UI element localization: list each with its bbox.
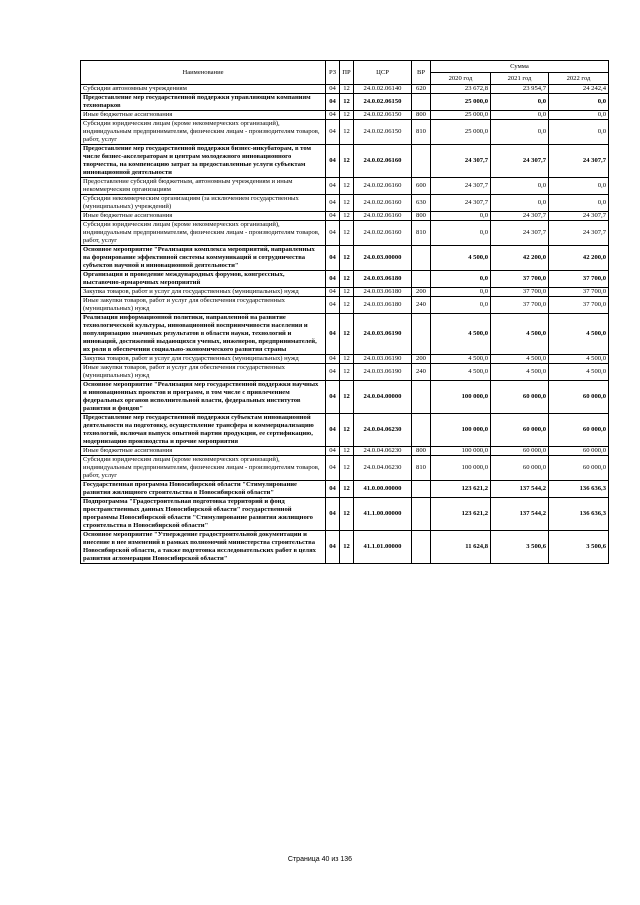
cell-2021: 0,0 <box>491 94 549 111</box>
cell-2021: 0,0 <box>491 111 549 120</box>
header-name: Наименование <box>81 61 326 85</box>
cell-rz: 04 <box>326 481 340 498</box>
cell-2020: 23 672,8 <box>431 85 491 94</box>
cell-rz: 04 <box>326 94 340 111</box>
cell-2021: 23 954,7 <box>491 85 549 94</box>
cell-name: Основное мероприятие "Реализация мер государственной поддержки научных и инновационных проектов и программ, в том числе с привлечением федеральных органов исполнительной власти, федеральных институтов развития и фондов" <box>81 381 326 414</box>
cell-rz: 04 <box>326 314 340 355</box>
cell-pr: 12 <box>340 94 354 111</box>
cell-vr <box>412 414 431 447</box>
cell-pr: 12 <box>340 355 354 364</box>
table-row <box>81 297 609 314</box>
cell-pr: 12 <box>340 221 354 246</box>
cell-2020: 0,0 <box>431 297 491 314</box>
cell-rz: 04 <box>326 120 340 145</box>
cell-csr: 41.1.00.00000 <box>354 498 412 531</box>
cell-name: Иные бюджетные ассигнования <box>81 111 326 120</box>
table-row <box>81 221 609 246</box>
cell-vr <box>412 271 431 288</box>
cell-vr <box>412 481 431 498</box>
cell-2022: 60 000,0 <box>549 447 609 456</box>
cell-2020: 0,0 <box>431 221 491 246</box>
cell-rz: 04 <box>326 145 340 178</box>
cell-rz: 04 <box>326 271 340 288</box>
cell-pr: 12 <box>340 498 354 531</box>
cell-vr <box>412 498 431 531</box>
table-row <box>81 355 609 364</box>
cell-2021: 60 000,0 <box>491 414 549 447</box>
cell-pr: 12 <box>340 288 354 297</box>
cell-2020: 100 000,0 <box>431 414 491 447</box>
cell-name: Иные бюджетные ассигнования <box>81 212 326 221</box>
cell-name: Иные закупки товаров, работ и услуг для обеспечения государственных (муниципальных) нужд <box>81 364 326 381</box>
cell-2022: 24 307,7 <box>549 145 609 178</box>
cell-2021: 0,0 <box>491 178 549 195</box>
cell-vr: 810 <box>412 120 431 145</box>
cell-2021: 60 000,0 <box>491 381 549 414</box>
cell-2020: 25 000,0 <box>431 120 491 145</box>
table-row <box>81 246 609 271</box>
cell-rz: 04 <box>326 195 340 212</box>
cell-vr <box>412 381 431 414</box>
cell-name: Закупка товаров, работ и услуг для государственных (муниципальных) нужд <box>81 355 326 364</box>
cell-csr: 24.0.02.06160 <box>354 145 412 178</box>
cell-2020: 24 307,7 <box>431 145 491 178</box>
table-row <box>81 498 609 531</box>
table-row <box>81 94 609 111</box>
cell-name: Предоставление мер государственной поддержки субъектам инновационной деятельности на подготовку, осуществление трансфера и коммерциализацию технологий, включая выпуск опытной партии продукции, ее сертификацию, модернизацию производства и прочие мероприятия <box>81 414 326 447</box>
cell-vr: 240 <box>412 364 431 381</box>
cell-pr: 12 <box>340 212 354 221</box>
cell-2021: 137 544,2 <box>491 498 549 531</box>
cell-csr: 24.0.04.00000 <box>354 381 412 414</box>
cell-pr: 12 <box>340 195 354 212</box>
cell-rz: 04 <box>326 381 340 414</box>
cell-2021: 60 000,0 <box>491 456 549 481</box>
cell-name: Иные закупки товаров, работ и услуг для обеспечения государственных (муниципальных) нужд <box>81 297 326 314</box>
cell-csr: 24.0.03.06180 <box>354 271 412 288</box>
budget-sheet <box>80 60 608 564</box>
cell-csr: 24.0.02.06150 <box>354 120 412 145</box>
table-row <box>81 314 609 355</box>
cell-name: Иные бюджетные ассигнования <box>81 447 326 456</box>
cell-csr: 41.0.00.00000 <box>354 481 412 498</box>
cell-rz: 04 <box>326 531 340 564</box>
cell-csr: 24.0.02.06150 <box>354 94 412 111</box>
table-row <box>81 414 609 447</box>
cell-vr <box>412 314 431 355</box>
cell-rz: 04 <box>326 355 340 364</box>
table-header <box>81 61 609 85</box>
cell-2021: 0,0 <box>491 120 549 145</box>
cell-pr: 12 <box>340 481 354 498</box>
cell-2020: 0,0 <box>431 288 491 297</box>
table-row <box>81 447 609 456</box>
cell-pr: 12 <box>340 178 354 195</box>
cell-2022: 0,0 <box>549 111 609 120</box>
cell-name: Субсидии юридическим лицам (кроме некоммерческих организаций), индивидуальным предпринимателям, физическим лицам - производителям товаров, работ, услуг <box>81 120 326 145</box>
cell-csr: 24.0.02.06160 <box>354 178 412 195</box>
table-row <box>81 178 609 195</box>
cell-name: Предоставление субсидий бюджетным, автономным учреждениям и иным некоммерческим организациям <box>81 178 326 195</box>
cell-rz: 04 <box>326 221 340 246</box>
cell-name: Организация и проведение международных форумов, конгрессных, выставочно-ярмарочных мероприятий <box>81 271 326 288</box>
cell-pr: 12 <box>340 297 354 314</box>
cell-2021: 42 200,0 <box>491 246 549 271</box>
cell-vr: 200 <box>412 355 431 364</box>
cell-2021: 37 700,0 <box>491 297 549 314</box>
header-vr: ВР <box>412 61 431 85</box>
cell-name: Подпрограмма "Градостроительная подготовка территорий и фонд пространственных данных Новосибирской области" государственной программы Новосибирской области "Стимулирование развития жилищного строительства в Новосибирской области" <box>81 498 326 531</box>
header-csr: ЦСР <box>354 61 412 85</box>
cell-pr: 12 <box>340 120 354 145</box>
cell-2022: 0,0 <box>549 94 609 111</box>
table-body <box>81 85 609 564</box>
table-row <box>81 381 609 414</box>
cell-rz: 04 <box>326 178 340 195</box>
cell-pr: 12 <box>340 381 354 414</box>
cell-csr: 24.0.02.06150 <box>354 111 412 120</box>
cell-rz: 04 <box>326 456 340 481</box>
cell-rz: 04 <box>326 364 340 381</box>
cell-2021: 4 500,0 <box>491 314 549 355</box>
cell-2021: 60 000,0 <box>491 447 549 456</box>
cell-vr <box>412 246 431 271</box>
cell-vr: 810 <box>412 221 431 246</box>
cell-2021: 24 307,7 <box>491 221 549 246</box>
cell-rz: 04 <box>326 447 340 456</box>
cell-2020: 24 307,7 <box>431 195 491 212</box>
cell-2022: 4 500,0 <box>549 364 609 381</box>
cell-vr: 800 <box>412 447 431 456</box>
table-row <box>81 111 609 120</box>
cell-rz: 04 <box>326 212 340 221</box>
cell-name: Субсидии автономным учреждениям <box>81 85 326 94</box>
cell-vr: 810 <box>412 456 431 481</box>
cell-2022: 24 307,7 <box>549 221 609 246</box>
cell-2021: 24 307,7 <box>491 145 549 178</box>
cell-name: Основное мероприятие "Утверждение градостроительной документации и внесение в нее изменений в рамках полномочий министерства строительства Новосибирской области, а также подготовка исследовательских работ в целях развития агломерации Новосибирской области" <box>81 531 326 564</box>
cell-rz: 04 <box>326 498 340 531</box>
cell-2022: 24 242,4 <box>549 85 609 94</box>
cell-csr: 24.0.03.06180 <box>354 288 412 297</box>
cell-vr: 630 <box>412 195 431 212</box>
page-number: Страница 40 из 136 <box>287 856 353 863</box>
cell-2022: 60 000,0 <box>549 414 609 447</box>
cell-2022: 0,0 <box>549 195 609 212</box>
header-year-2021: 2021 год <box>491 73 549 85</box>
table-row <box>81 85 609 94</box>
cell-csr: 24.0.04.06230 <box>354 456 412 481</box>
cell-2021: 37 700,0 <box>491 271 549 288</box>
table-row <box>81 120 609 145</box>
cell-2020: 0,0 <box>431 212 491 221</box>
cell-2021: 24 307,7 <box>491 212 549 221</box>
cell-vr: 600 <box>412 178 431 195</box>
cell-vr <box>412 145 431 178</box>
table-row <box>81 145 609 178</box>
cell-csr: 24.0.03.06190 <box>354 364 412 381</box>
cell-2020: 4 500,0 <box>431 314 491 355</box>
cell-csr: 24.0.03.00000 <box>354 246 412 271</box>
cell-2022: 24 307,7 <box>549 212 609 221</box>
cell-2022: 3 500,6 <box>549 531 609 564</box>
cell-2020: 123 621,2 <box>431 481 491 498</box>
cell-name: Субсидии некоммерческим организациям (за исключением государственных (муниципальных) учреждений) <box>81 195 326 212</box>
cell-vr <box>412 94 431 111</box>
cell-2022: 136 636,3 <box>549 481 609 498</box>
cell-vr: 620 <box>412 85 431 94</box>
cell-name: Субсидии юридическим лицам (кроме некоммерческих организаций), индивидуальным предпринимателям, физическим лицам - производителям товаров, работ, услуг <box>81 221 326 246</box>
cell-name: Основное мероприятие "Реализация комплекса мероприятий, направленных на формирование эффективной системы коммуникаций и сотрудничества субъектов научной и инновационной деятельности" <box>81 246 326 271</box>
cell-csr: 24.0.03.06180 <box>354 297 412 314</box>
cell-2022: 4 500,0 <box>549 355 609 364</box>
cell-2022: 136 636,3 <box>549 498 609 531</box>
cell-csr: 41.1.01.00000 <box>354 531 412 564</box>
cell-csr: 24.0.02.06140 <box>354 85 412 94</box>
cell-2022: 60 000,0 <box>549 381 609 414</box>
cell-2020: 123 621,2 <box>431 498 491 531</box>
cell-2020: 0,0 <box>431 271 491 288</box>
cell-rz: 04 <box>326 85 340 94</box>
cell-2021: 4 500,0 <box>491 355 549 364</box>
cell-csr: 24.0.02.06160 <box>354 212 412 221</box>
cell-vr: 800 <box>412 111 431 120</box>
cell-rz: 04 <box>326 297 340 314</box>
cell-rz: 04 <box>326 111 340 120</box>
budget-table <box>80 60 609 564</box>
cell-name: Закупка товаров, работ и услуг для государственных (муниципальных) нужд <box>81 288 326 297</box>
cell-2022: 42 200,0 <box>549 246 609 271</box>
cell-2021: 137 544,2 <box>491 481 549 498</box>
cell-pr: 12 <box>340 85 354 94</box>
header-rz: РЗ <box>326 61 340 85</box>
cell-pr: 12 <box>340 271 354 288</box>
cell-pr: 12 <box>340 364 354 381</box>
cell-name: Реализация информационной политики, направленной на развитие технологической культуры, инновационной восприимчивости населения и популяризацию значимых результатов в области науки, технологий и инноваций, достижений выдающихся ученых, инженеров, предпринимателей, их роли в обеспечении социально-экономического развития страны <box>81 314 326 355</box>
cell-name: Предоставление мер государственной поддержки бизнес-инкубаторам, в том числе бизнес-акселераторам и центрам молодежного инновационного творчества, на компенсацию затрат за предоставленные услуги субъектам инновационной деятельности <box>81 145 326 178</box>
cell-2020: 25 000,0 <box>431 111 491 120</box>
table-row <box>81 456 609 481</box>
cell-2022: 0,0 <box>549 178 609 195</box>
header-sum: Сумма <box>431 61 609 73</box>
cell-vr <box>412 531 431 564</box>
cell-2020: 11 624,8 <box>431 531 491 564</box>
cell-2021: 0,0 <box>491 195 549 212</box>
cell-pr: 12 <box>340 145 354 178</box>
cell-name: Субсидии юридическим лицам (кроме некоммерческих организаций), индивидуальным предпринимателям, физическим лицам - производителям товаров, работ, услуг <box>81 456 326 481</box>
cell-2022: 37 700,0 <box>549 271 609 288</box>
cell-name: Государственная программа Новосибирской области "Стимулирование развития жилищного строительства в Новосибирской области" <box>81 481 326 498</box>
table-row <box>81 212 609 221</box>
cell-2020: 100 000,0 <box>431 381 491 414</box>
cell-pr: 12 <box>340 447 354 456</box>
cell-2022: 37 700,0 <box>549 288 609 297</box>
cell-2021: 3 500,6 <box>491 531 549 564</box>
cell-2022: 0,0 <box>549 120 609 145</box>
cell-csr: 24.0.02.06160 <box>354 195 412 212</box>
cell-2020: 100 000,0 <box>431 456 491 481</box>
cell-csr: 24.0.03.06190 <box>354 355 412 364</box>
cell-name: Предоставление мер государственной поддержки управляющим компаниям технопарков <box>81 94 326 111</box>
cell-pr: 12 <box>340 111 354 120</box>
cell-2020: 4 500,0 <box>431 246 491 271</box>
cell-2022: 60 000,0 <box>549 456 609 481</box>
table-row <box>81 271 609 288</box>
cell-2021: 4 500,0 <box>491 364 549 381</box>
header-year-2022: 2022 год <box>549 73 609 85</box>
cell-2022: 4 500,0 <box>549 314 609 355</box>
cell-2020: 4 500,0 <box>431 364 491 381</box>
header-year-2020: 2020 год <box>431 73 491 85</box>
cell-2020: 100 000,0 <box>431 447 491 456</box>
cell-vr: 800 <box>412 212 431 221</box>
cell-vr: 240 <box>412 297 431 314</box>
table-row <box>81 531 609 564</box>
cell-pr: 12 <box>340 414 354 447</box>
cell-pr: 12 <box>340 531 354 564</box>
cell-csr: 24.0.04.06230 <box>354 447 412 456</box>
cell-csr: 24.0.03.06190 <box>354 314 412 355</box>
cell-csr: 24.0.02.06160 <box>354 221 412 246</box>
header-pr: ПР <box>340 61 354 85</box>
table-row <box>81 288 609 297</box>
table-row <box>81 481 609 498</box>
cell-rz: 04 <box>326 414 340 447</box>
table-row <box>81 364 609 381</box>
cell-pr: 12 <box>340 314 354 355</box>
table-row <box>81 195 609 212</box>
cell-2022: 37 700,0 <box>549 297 609 314</box>
cell-rz: 04 <box>326 288 340 297</box>
cell-2020: 4 500,0 <box>431 355 491 364</box>
cell-2021: 37 700,0 <box>491 288 549 297</box>
cell-pr: 12 <box>340 246 354 271</box>
cell-pr: 12 <box>340 456 354 481</box>
cell-csr: 24.0.04.06230 <box>354 414 412 447</box>
cell-2020: 24 307,7 <box>431 178 491 195</box>
cell-rz: 04 <box>326 246 340 271</box>
cell-2020: 25 000,0 <box>431 94 491 111</box>
cell-vr: 200 <box>412 288 431 297</box>
